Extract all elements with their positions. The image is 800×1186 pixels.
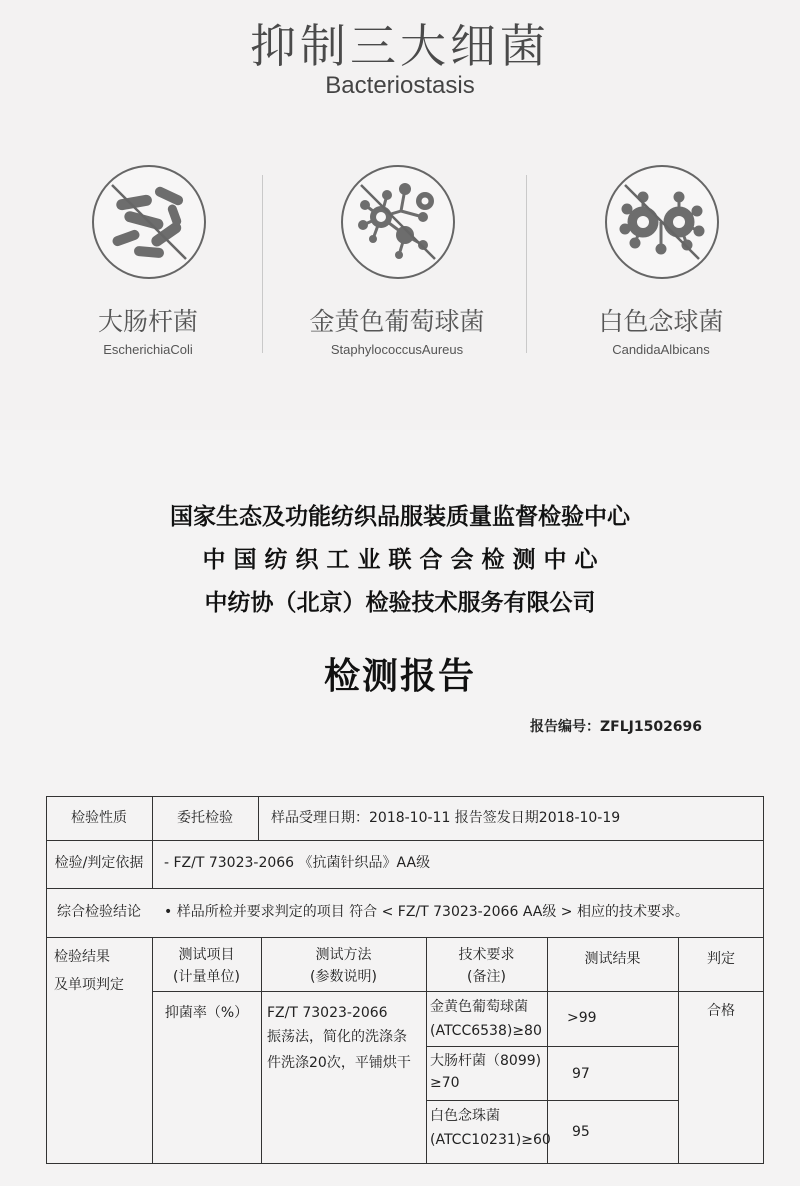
report-title: 检测报告 — [323, 656, 476, 697]
table-border — [46, 888, 764, 889]
method-line-3: 件洗涤20次，平铺烘干 — [267, 1055, 411, 1071]
header-item-unit: (计量单位) — [173, 969, 240, 985]
fungus-icon — [605, 165, 719, 279]
report-number: 报告编号：ZFLJ1502696 — [530, 719, 703, 735]
rod-bacteria-icon — [92, 165, 206, 279]
judgment-value: 合格 — [707, 1003, 735, 1019]
conclusion-label: 综合检验结论 — [57, 904, 141, 920]
result-1: >99 — [567, 1010, 597, 1026]
bacteria-name-en: EscherichiaColi — [103, 342, 193, 357]
divider — [526, 175, 527, 353]
header-result: 测试结果 — [584, 951, 641, 967]
cocci-bacteria-icon — [341, 165, 455, 279]
bacteriostasis-section — [0, 0, 800, 430]
basis-label: 检验/判定依据 — [54, 855, 144, 871]
bacteria-name-cn: 白色念球菌 — [598, 307, 724, 336]
table-border — [763, 796, 764, 1164]
requirement-2: 大肠杆菌（8099) — [430, 1053, 542, 1069]
header-method: 测试方法 — [315, 947, 372, 963]
bacteria-escherichia-coli — [17, 160, 279, 360]
bacteria-name-cn: 大肠杆菌 — [97, 307, 198, 336]
table-border — [46, 1163, 764, 1164]
requirement-3-note: (ATCC10231)≥60 — [430, 1132, 551, 1148]
bacteria-candida-albicans — [530, 160, 792, 360]
results-label-2: 及单项判定 — [54, 977, 124, 993]
method-line-1: FZ/T 73023-2066 — [267, 1005, 388, 1021]
table-border — [152, 991, 764, 992]
bacteria-name-en: StaphylococcusAureus — [330, 342, 464, 357]
header-requirement: 技术要求 — [458, 947, 515, 963]
requirement-2-note: ≥70 — [430, 1075, 460, 1091]
inspection-type-value: 委托检验 — [177, 810, 233, 826]
header-requirement-note: (备注) — [467, 969, 506, 985]
conclusion-value: • 样品所检并要求判定的项目 符合 < FZ/T 73023-2066 AA级 > 相应的技术要求。 — [164, 904, 689, 920]
header-method-note: (参数说明) — [310, 969, 377, 985]
requirement-1: 金黄色葡萄球菌 — [430, 999, 528, 1015]
results-label-1: 检验结果 — [54, 949, 110, 965]
basis-value: - FZ/T 73023-2066 《抗菌针织品》AA级 — [164, 855, 431, 871]
requirement-1-note: (ATCC6538)≥80 — [430, 1023, 542, 1039]
org-name-1: 国家生态及功能纺织品服装质量监督检验中心 — [170, 504, 630, 530]
bacteria-staphylococcus-aureus — [266, 160, 528, 360]
table-border — [426, 1100, 678, 1101]
divider — [262, 175, 263, 353]
report-dates: 样品受理日期：2018-10-11 报告签发日期2018-10-19 — [271, 810, 621, 826]
bacteria-name-cn: 金黄色葡萄球菌 — [309, 307, 485, 336]
org-name-3: 中纺协（北京）检验技术服务有限公司 — [204, 590, 596, 616]
method-line-2: 振荡法，简化的洗涤条 — [267, 1029, 407, 1045]
result-3: 95 — [572, 1124, 590, 1140]
inspection-type-label: 检验性质 — [71, 810, 127, 826]
header-judgment: 判定 — [707, 951, 735, 967]
table-border — [426, 1046, 678, 1047]
table-border — [678, 937, 679, 1164]
header-item: 测试项目 — [178, 947, 235, 963]
bacteria-name-en: CandidaAlbicans — [612, 342, 710, 357]
table-border — [46, 840, 764, 841]
result-2: 97 — [572, 1066, 590, 1082]
section-title: 抑制三大细菌 — [250, 19, 550, 73]
table-border — [46, 937, 764, 938]
requirement-3: 白色念珠菌 — [430, 1108, 500, 1124]
org-name-2: 中 国 纺 织 工 业 联 合 会 检 测 中 心 — [202, 547, 598, 573]
section-subtitle: Bacteriostasis — [325, 72, 475, 99]
table-border — [258, 796, 259, 840]
table-border — [46, 796, 764, 797]
test-item: 抑菌率（%） — [164, 1005, 249, 1021]
report-table — [46, 796, 764, 1164]
